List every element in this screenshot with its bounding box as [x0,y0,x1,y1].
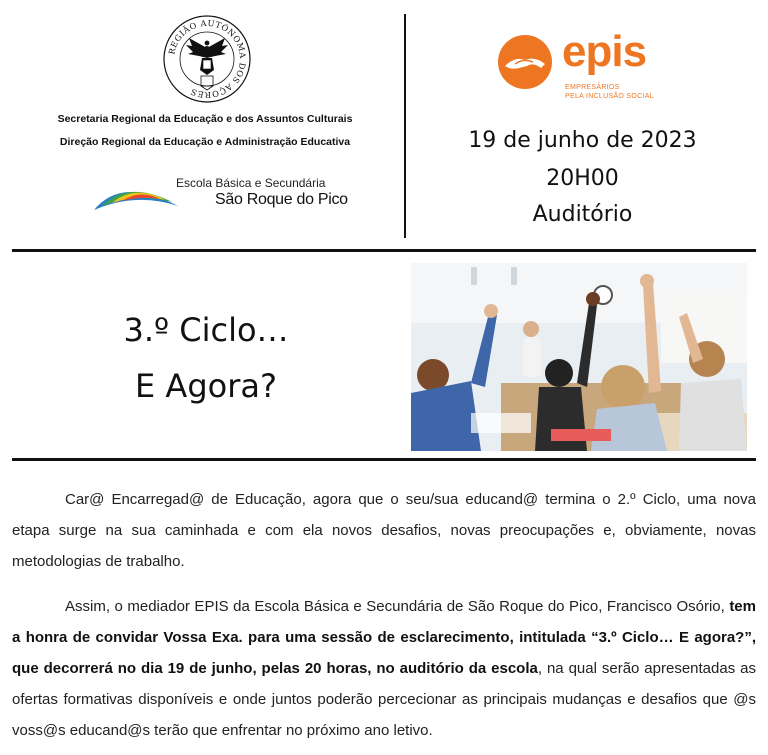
gov-secretaria-line: Secretaria Regional da Educação e dos Assuntos Culturais [57,113,353,125]
school-rainbow-logo [92,172,182,214]
event-time: 20H00 [546,166,619,191]
acores-coat-of-arms-seal [162,14,252,104]
para2-end-text: , na qual serão apresentadas as ofertas formativas disponíveis e onde juntos poderão percecionar as principais mudanças e desafios que @s voss@s educand@s terão que enfrentar no próximo ano letivo. [12,660,756,739]
epis-handshake-icon [497,34,553,90]
section-divider-bottom [12,458,756,461]
title-line1: 3.º Ciclo… [123,311,289,349]
epis-tagline-line1: EMPRESÁRIOS [565,84,620,91]
gov-direcao-line: Direção Regional da Educação e Administração Educativa [59,136,351,148]
svg-text:REGIÃO AUTÓNOMA DOS AÇORES: REGIÃO AUTÓNOMA DOS AÇORES [166,17,249,101]
event-place: Auditório [532,202,633,227]
title-line2: E Agora? [135,367,277,405]
classroom-photo [411,263,747,451]
event-date: 19 de junho de 2023 [468,128,697,153]
epis-tagline-line2: PELA INCLUSÃO SOCIAL [565,93,654,100]
school-name-line1: Escola Básica e Secundária [176,176,326,190]
epis-brand-wordmark: epis [562,27,647,76]
section-divider-top [12,249,756,252]
body-paragraph-1 [12,484,756,577]
body-paragraph-2 [12,591,756,746]
school-name-line2: São Roque do Pico [215,191,348,208]
para2-bold-invitation: tem a honra de convidar Vossa Exa. para uma sessão de esclarecimento, intitulada “3.º Ciclo… E agora?”, que decorrerá no dia 19 de junho, pelas 20 horas, no auditório da escola [12,598,756,677]
para2-start-text: Assim, o mediador EPIS da Escola Básica e Secundária de São Roque do Pico, Francisco Osório, [65,598,730,615]
header-vertical-divider [404,14,406,238]
para1-text: Car@ Encarregad@ de Educação, agora que o seu/sua educand@ termina o 2.º Ciclo, uma nova etapa surge na sua caminhada e com ela novos desafios, novas preocupações e, obviamente, novas metodologias de trabalho. [12,491,756,570]
